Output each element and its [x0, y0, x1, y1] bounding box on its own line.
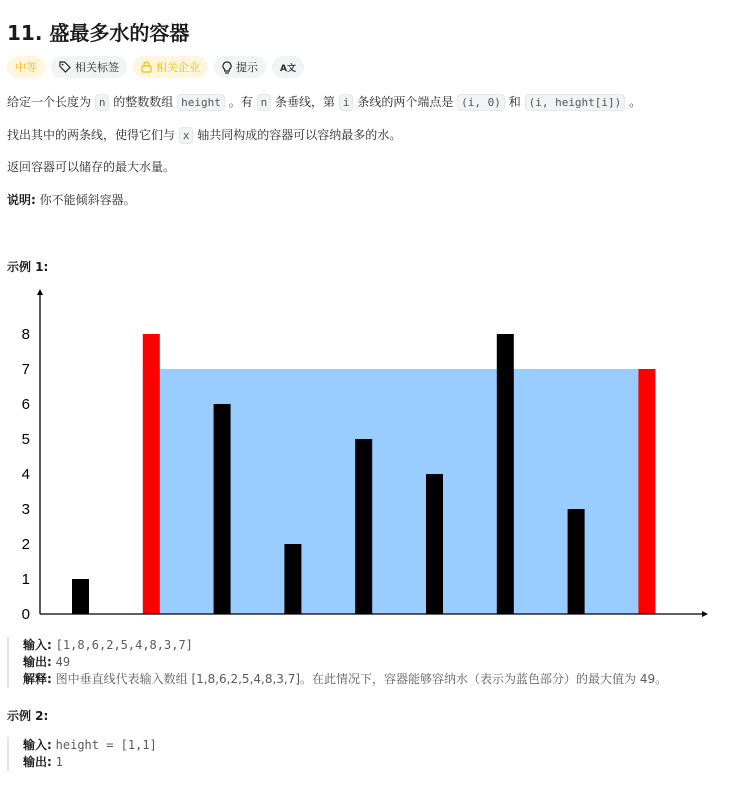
translate-button[interactable] [272, 56, 304, 78]
output-label: 输出: [23, 655, 52, 669]
highlighted-bar [143, 334, 160, 614]
lock-icon [141, 61, 152, 73]
code-i: i [339, 94, 354, 111]
desc-text: 。有 [228, 95, 253, 109]
y-tick-label: 7 [21, 361, 30, 378]
input-value: height = [1,1] [55, 738, 157, 752]
desc-text: 找出其中的两条线，使得它们与 [7, 128, 176, 142]
bar [72, 579, 89, 614]
y-tick-label: 3 [21, 501, 30, 518]
code-x: x [179, 127, 194, 144]
desc-text: 和 [508, 95, 521, 109]
difficulty-badge[interactable] [7, 56, 45, 78]
tag-icon [59, 61, 71, 73]
problem-title: 11. 盛最多水的容器 [7, 21, 190, 45]
example-1-input-row [23, 637, 667, 654]
example-2-heading: 示例 2: [7, 709, 49, 723]
description-paragraph-3: 返回容器可以储存的最大水量。 [7, 160, 176, 174]
bar [568, 509, 585, 614]
example-2-block [7, 737, 157, 771]
example-1-explain-row [23, 671, 667, 688]
y-tick-label: 2 [21, 536, 30, 553]
input-label: 输入: [23, 638, 52, 652]
y-tick-label: 8 [21, 326, 30, 343]
explain-label: 解释: [23, 672, 52, 686]
desc-text: 。 [629, 95, 642, 109]
highlighted-bar [638, 369, 655, 614]
code-n: n [257, 94, 272, 111]
description-paragraph-1 [7, 93, 641, 112]
y-tick-label: 4 [21, 466, 30, 483]
related-companies-label: 相关企业 [156, 61, 200, 74]
code-point-base: (i, 0) [457, 94, 505, 111]
desc-text: 给定一个长度为 [7, 95, 92, 109]
desc-text: 条线的两个端点是 [357, 95, 454, 109]
note-text: 你不能倾斜容器。 [39, 193, 136, 207]
example-1-output-row [23, 654, 667, 671]
bar [284, 544, 301, 614]
y-tick-label: 1 [21, 571, 30, 588]
input-value: [1,8,6,2,5,4,8,3,7] [55, 638, 193, 652]
y-tick-label: 0 [21, 606, 30, 623]
related-tags-label: 相关标签 [75, 61, 119, 74]
related-companies-button[interactable] [133, 56, 208, 78]
desc-text: 的整数数组 [113, 95, 174, 109]
output-value: 49 [55, 655, 71, 669]
bar [497, 334, 514, 614]
example-2-input-row [23, 737, 157, 754]
output-label: 输出: [23, 755, 52, 769]
lightbulb-icon [222, 61, 232, 74]
difficulty-label: 中等 [15, 61, 37, 74]
bar [426, 474, 443, 614]
tag-bar [7, 56, 304, 78]
desc-text: 轴共同构成的容器可以容纳最多的水。 [197, 128, 402, 142]
input-label: 输入: [23, 738, 52, 752]
note-paragraph [7, 191, 136, 209]
example-1-block [7, 637, 667, 688]
desc-text: 条垂线，第 [275, 95, 336, 109]
container-chart [0, 280, 751, 625]
hint-label: 提示 [236, 61, 258, 74]
code-point-top: (i, height[i]) [525, 94, 626, 111]
related-tags-button[interactable] [51, 56, 127, 78]
example-1-heading: 示例 1: [7, 260, 49, 274]
x-axis-arrow [702, 611, 708, 617]
y-tick-label: 5 [21, 431, 30, 448]
note-label: 说明: [7, 193, 36, 207]
description-paragraph-2 [7, 126, 401, 145]
bar [355, 439, 372, 614]
hint-button[interactable] [214, 56, 266, 78]
y-tick-label: 6 [21, 396, 30, 413]
code-height: height [177, 94, 225, 111]
y-axis-arrow [37, 289, 43, 295]
explain-text: 图中垂直线代表输入数组 [1,8,6,2,5,4,8,3,7]。在此情况下，容器能够容纳水（表示为蓝色部分）的最大值为 49。 [55, 672, 668, 686]
example-2-output-row [23, 754, 157, 771]
translate-icon: A文 [280, 63, 296, 74]
bar [214, 404, 231, 614]
output-value: 1 [55, 755, 63, 769]
code-n: n [95, 94, 110, 111]
